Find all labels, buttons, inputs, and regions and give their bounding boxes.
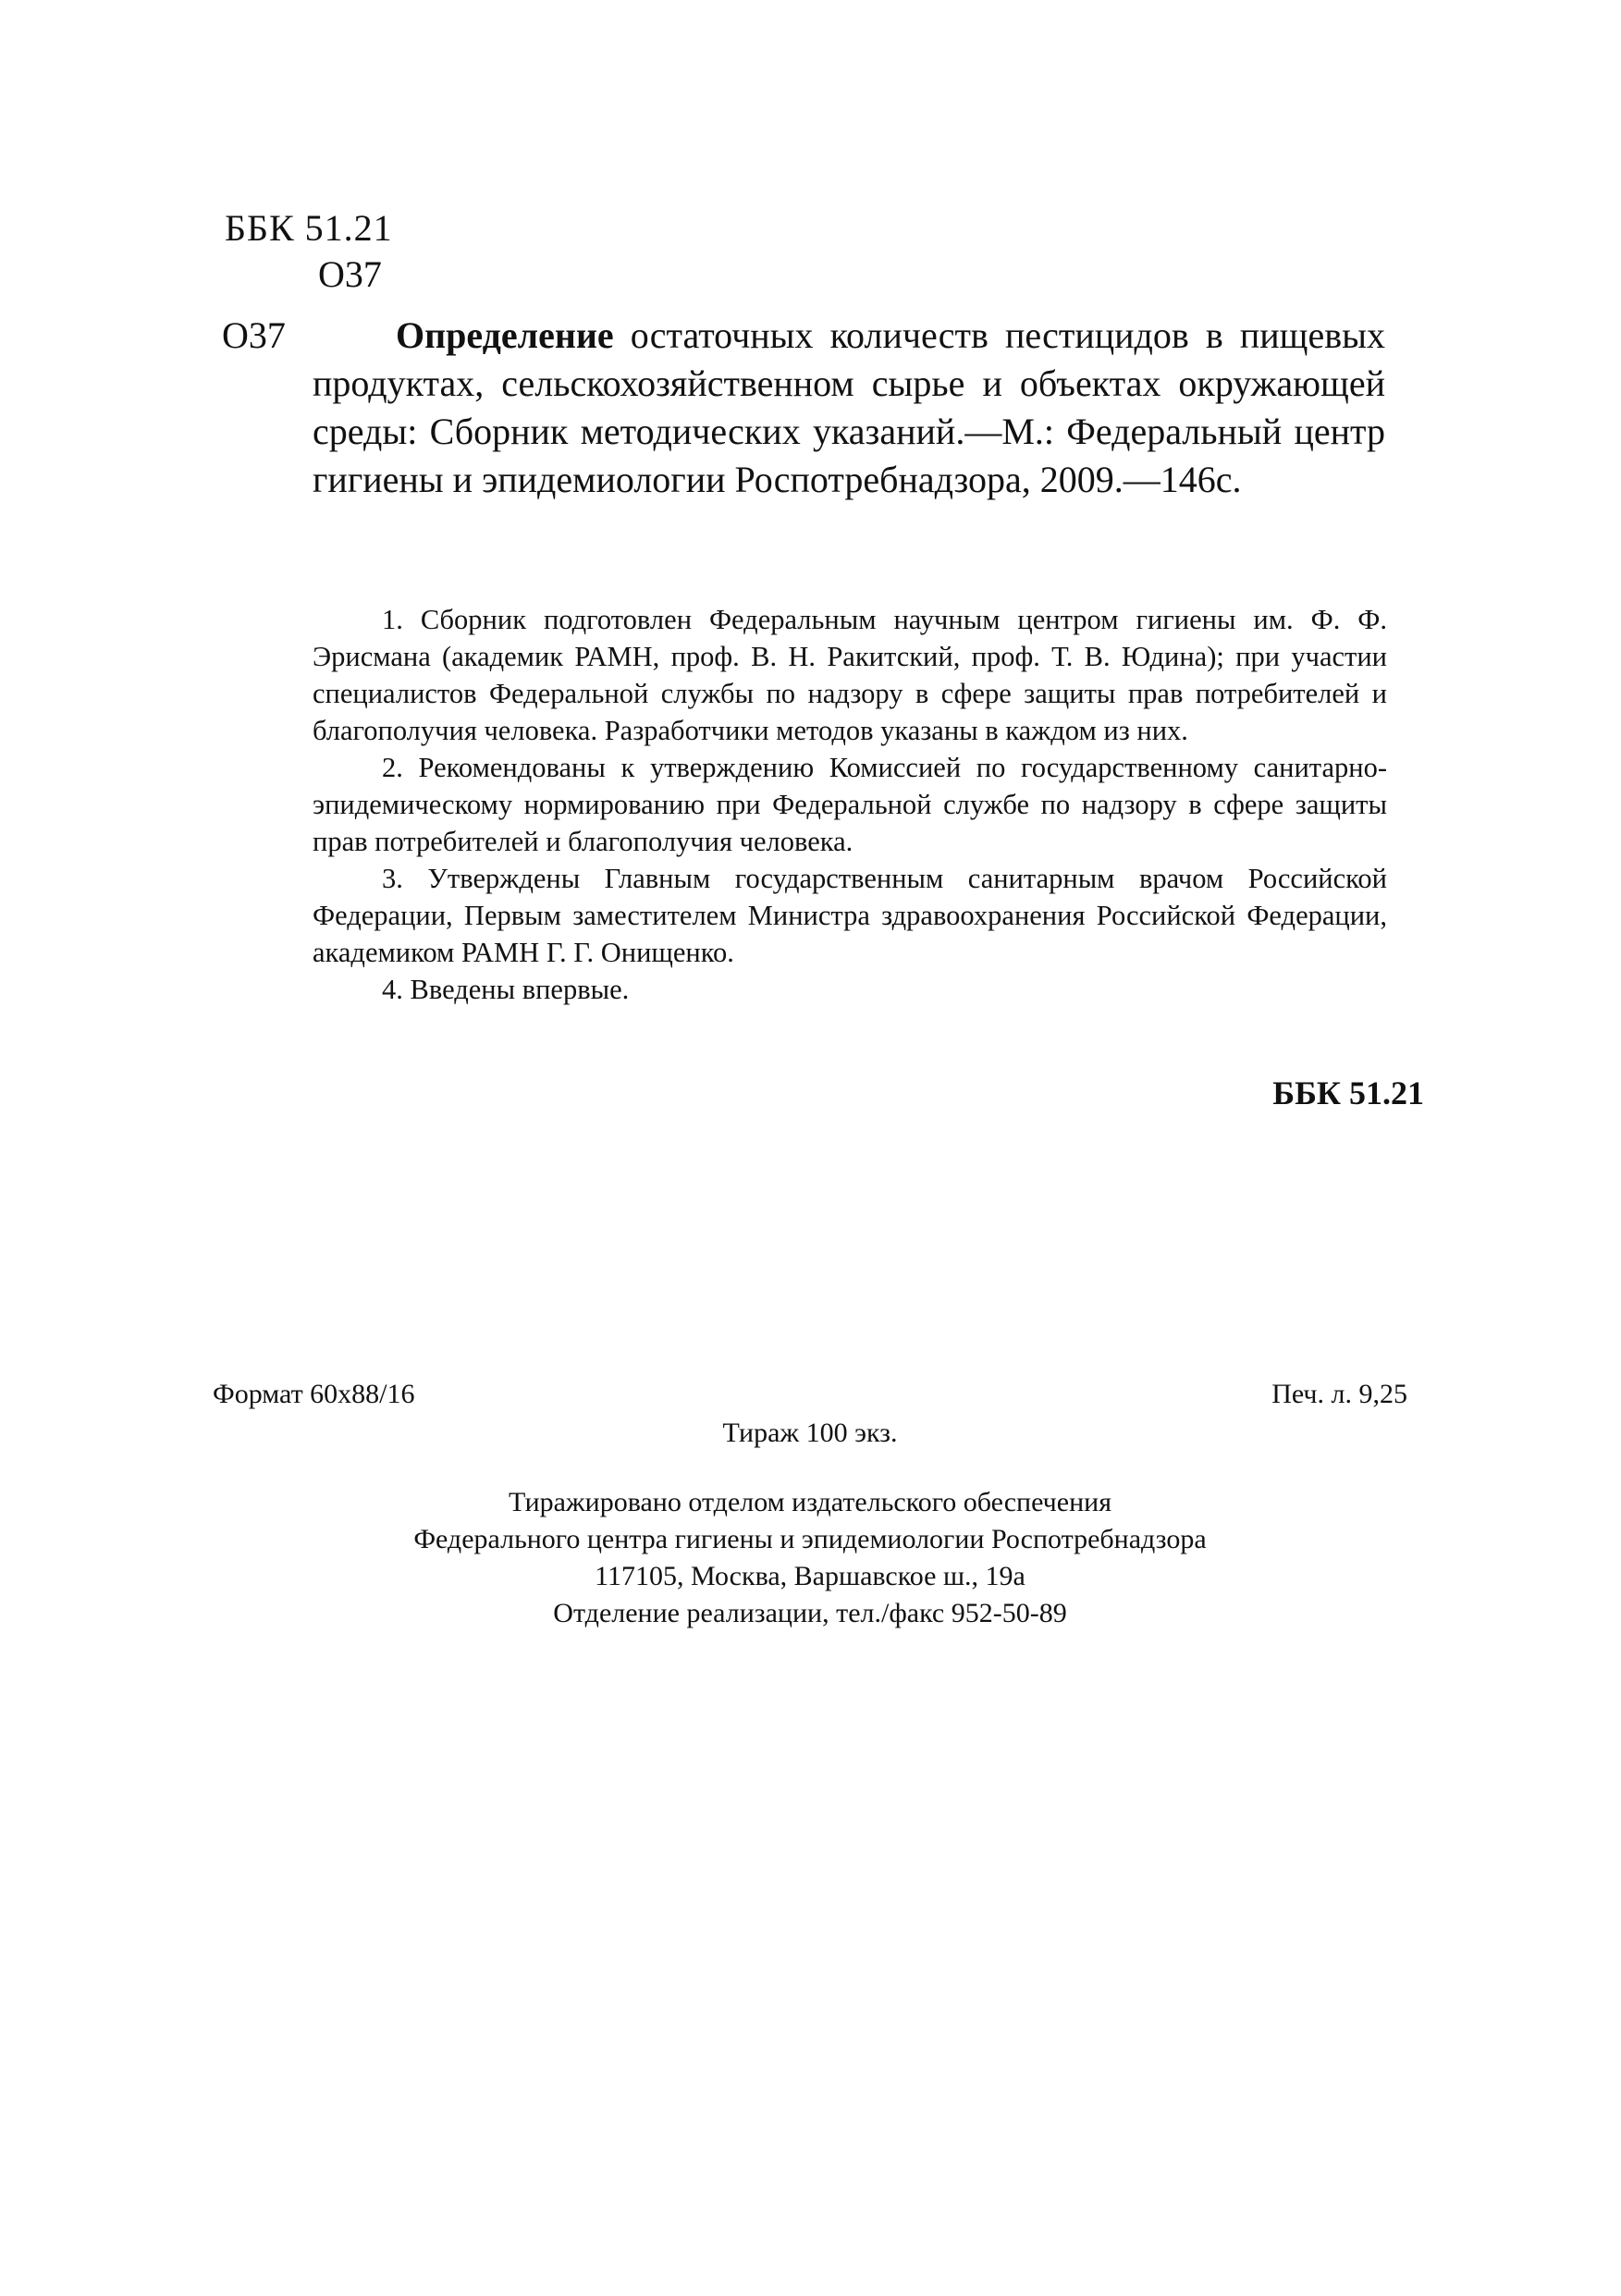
bbk-classification-footer: ББК 51.21 <box>1272 1074 1424 1111</box>
print-format: Формат 60x88/16 <box>213 1379 415 1409</box>
note-item: 1. Сборник подготовлен Федеральным научным центром гигиены им. Ф. Ф. Эрисмана (академик РАМН, проф. В. Н. Ракитский, проф. Т. В. Юдина); при участии специалистов Федеральной службы по надзору в сфере защиты прав потребителей и благополучия человека. Разработчики методов указаны в каждом из них. <box>313 604 1387 746</box>
publisher-info <box>213 1484 1407 1632</box>
publisher-line: 117105, Москва, Варшавское ш., 19а <box>595 1561 1025 1591</box>
printed-sheets: Печ. л. 9,25 <box>1271 1379 1407 1409</box>
note-item: 3. Утверждены Главным государственным санитарным врачом Российской Федерации, Первым заместителем Министра здравоохранения Российской Федерации, академиком РАМН Г. Г. Онищенко. <box>313 863 1387 968</box>
entry-author-mark: О37 <box>222 314 286 356</box>
print-run: Тираж 100 экз. <box>722 1418 898 1448</box>
notes-list <box>313 601 1387 1008</box>
imprint-row <box>213 1376 1407 1417</box>
author-mark-header: О37 <box>318 253 382 295</box>
publisher-line: Тиражировано отделом издательского обеспечения <box>508 1487 1111 1517</box>
note-item: 4. Введены впервые. <box>382 974 630 1005</box>
entry-title: Определение <box>396 314 614 356</box>
bbk-classification-header: ББК 51.21 <box>225 207 393 249</box>
publisher-line: Отделение реализации, тел./факс 952-50-89 <box>553 1598 1067 1628</box>
note-item: 2. Рекомендованы к утверждению Комиссией по государственному санитарно-эпидемическому нормированию при Федеральной службе по надзору в сфере защиты прав потребителей и благополучия человека. <box>313 752 1387 857</box>
publisher-line: Федерального центра гигиены и эпидемиологии Роспотребнадзора <box>413 1524 1207 1554</box>
bibliographic-entry <box>313 312 1385 504</box>
entry-description: остаточных количеств пестицидов в пищевых продуктах, сельскохозяйственном сырье и объектах окружающей среды: Сборник методических указаний.—М.: Федеральный центр гигиены и эпидемиологии Роспотребнадзора, 2009.—146с. <box>313 314 1385 500</box>
